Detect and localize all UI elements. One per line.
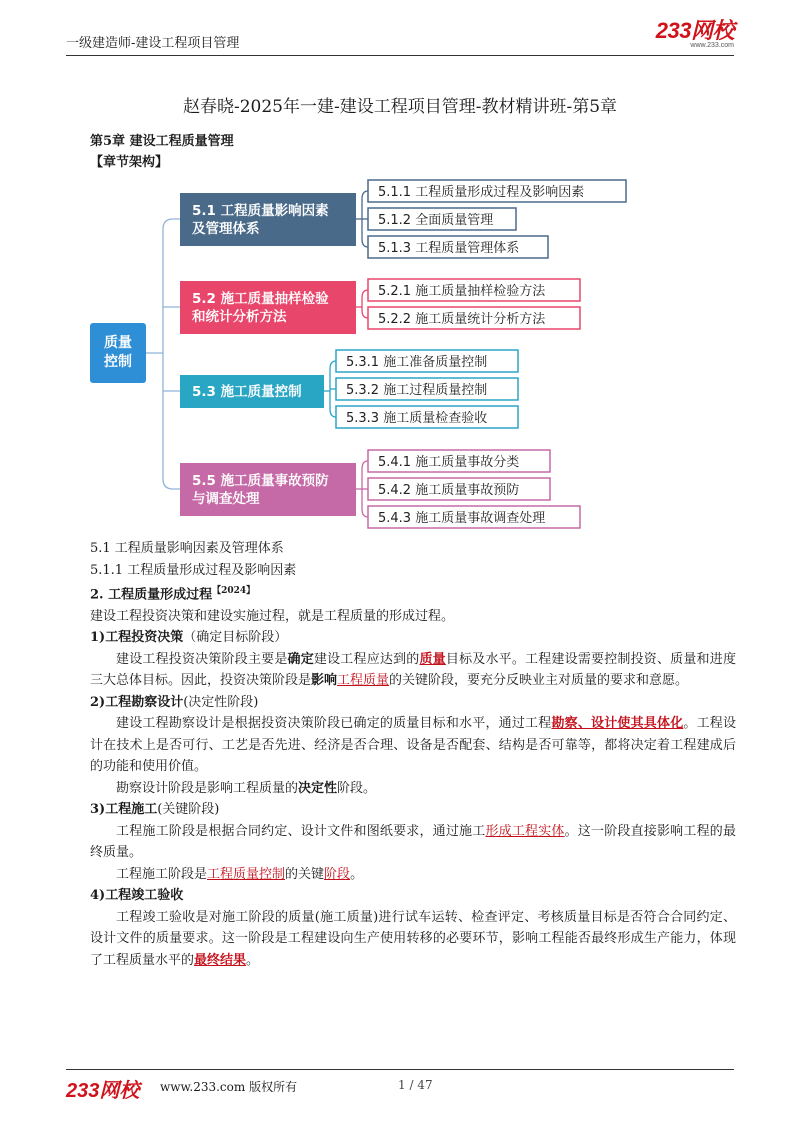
highlight: 阶段 <box>324 866 351 882</box>
header-divider <box>66 55 734 56</box>
t: 。这一阶段直接影响工程的最终质量。 <box>90 823 736 861</box>
t: 工程竣工验收是对施工阶段的质量(施工质量)进行试车运转、检查评定、考核质量目标是否符合合同约定、设计文件的质量要求。这一阶段是工程建设向生产使用转移的必要环节，影响工程能否最终形成生产能力，体现了工程质量水平的 <box>90 909 736 968</box>
item-connector <box>330 409 336 417</box>
intro-paragraph: 建设工程投资决策和建设实施过程，就是工程质量的形成过程。 <box>90 608 455 624</box>
group-node-2 <box>180 281 356 334</box>
stage-4-title: 4)工程竣工验收 <box>90 888 184 904</box>
brand-logo <box>656 20 734 50</box>
body-text <box>90 538 736 971</box>
t: 勘察设计阶段是影响工程质量的 <box>116 780 299 796</box>
t: 阶段。 <box>337 780 377 796</box>
item-connector <box>330 361 336 369</box>
logo-subtext: www.233.com <box>690 42 734 49</box>
stage-1-title <box>90 627 736 649</box>
header-title: 一级建造师-建设工程项目管理 <box>66 36 240 51</box>
t: 决定性 <box>298 780 338 796</box>
highlight: 最终结果 <box>194 952 247 968</box>
subitem-label: 5.3.1 施工准备质量控制 <box>346 355 488 370</box>
subitem-label: 5.1.3 工程质量管理体系 <box>378 241 520 256</box>
subitem-label: 5.1.1 工程质量形成过程及影响因素 <box>378 185 585 200</box>
chapter-heading: 第5章 建设工程质量管理 <box>90 134 234 149</box>
group-label: 5.5 施工质量事故预防 <box>192 473 329 489</box>
footer-site: www.233.com 版权所有 <box>160 1080 298 1094</box>
item-connector <box>362 290 368 298</box>
subitem-label: 5.4.1 施工质量事故分类 <box>378 455 520 470</box>
t: 影响 <box>311 673 338 689</box>
highlight: 质量 <box>419 651 446 667</box>
subitem-label: 5.2.1 施工质量抽样检验方法 <box>378 284 546 299</box>
root-label: 质量 <box>104 335 132 351</box>
root-label: 控制 <box>104 354 132 370</box>
group-label: 及管理体系 <box>192 221 260 237</box>
stage-2-summary <box>90 778 736 800</box>
stage-2-name: 2)工程勘察设计 <box>90 694 184 710</box>
architecture-label: 【章节架构】 <box>90 155 169 170</box>
t: 。 <box>350 866 364 882</box>
stage-2-paragraph <box>90 713 736 778</box>
group-label: 5.3 施工质量控制 <box>192 384 302 400</box>
group-label: 与调查处理 <box>192 491 260 507</box>
group-connector <box>163 219 180 229</box>
subitem-label: 5.3.3 施工质量检查验收 <box>346 411 488 426</box>
group-node-4 <box>180 463 356 516</box>
t: 工程施工阶段是根据合同约定、设计文件和图纸要求，通过施工 <box>116 823 486 839</box>
subsection-title <box>90 581 736 606</box>
subitem-label: 5.4.3 施工质量事故调查处理 <box>378 511 546 526</box>
highlight: 形成工程实体 <box>485 823 565 839</box>
t: 建设工程应达到的 <box>313 651 420 667</box>
year-tag: 【2024】 <box>212 586 256 596</box>
item-connector <box>362 239 368 247</box>
footer-divider <box>66 1069 734 1070</box>
stage-2-title <box>90 692 736 714</box>
group-label: 5.2 施工质量抽样检验 <box>192 291 329 307</box>
stage-1-note: （确定目标阶段） <box>183 630 288 646</box>
t: 的关键阶段，要充分反映业主对质量的要求和意愿。 <box>389 673 689 689</box>
highlight: 工程质量 <box>337 673 390 689</box>
t: 确定 <box>287 651 314 667</box>
section-heading-5-1-1: 5.1.1 工程质量形成过程及影响因素 <box>90 562 297 578</box>
document-title: 赵春晓-2025年一建-建设工程项目管理-教材精讲班-第5章 <box>182 97 618 117</box>
group-label: 5.1 工程质量影响因素 <box>192 203 329 219</box>
highlight: 勘察、设计使其具体化 <box>551 716 684 732</box>
stage-3-note: (关键阶段) <box>157 802 220 818</box>
root-node <box>90 323 146 383</box>
stage-3-name: 3)工程施工 <box>90 802 158 818</box>
stage-3-title <box>90 799 736 821</box>
t: 。工程设计在技术上是否可行、工艺是否先进、经济是否合理、设备是否配套、结构是否可靠等，都将决定着工程建成后的功能和使用价值。 <box>90 716 736 775</box>
chapter-mindmap <box>0 170 800 535</box>
item-connector <box>362 310 368 318</box>
subitem-label: 5.1.2 全面质量管理 <box>378 213 494 228</box>
footer-logo: 233网校 <box>66 1080 140 1102</box>
subsection-title-text: 2. 工程质量形成过程 <box>90 587 213 603</box>
section-heading-5-1: 5.1 工程质量影响因素及管理体系 <box>90 541 284 556</box>
t: 建设工程投资决策阶段主要是 <box>116 651 288 667</box>
subitem-label: 5.2.2 施工质量统计分析方法 <box>378 312 546 327</box>
stage-4-paragraph <box>90 907 736 972</box>
subitem-label: 5.3.2 施工过程质量控制 <box>346 383 488 398</box>
highlight: 工程质量控制 <box>207 866 286 882</box>
group-label: 和统计分析方法 <box>192 309 287 325</box>
t: 。 <box>246 952 260 968</box>
t: 目标及水平。工程建设需要控制投资、质量和进度三大总体目标。因此，投资决策阶段是 <box>90 651 736 689</box>
stage-3-paragraph <box>90 821 736 864</box>
item-connector <box>362 461 368 469</box>
subitem-label: 5.4.2 施工质量事故预防 <box>378 483 520 498</box>
logo-text: 233网校 <box>655 18 734 43</box>
item-connector <box>362 509 368 517</box>
stage-2-note: (决定性阶段) <box>183 694 259 710</box>
stage-1-name: 1)工程投资决策 <box>90 630 184 646</box>
group-connector <box>163 479 180 489</box>
t: 工程施工阶段是 <box>116 866 208 882</box>
item-connector <box>362 191 368 199</box>
t: 的关键 <box>285 866 325 882</box>
group-node-1 <box>180 193 356 246</box>
stage-1-paragraph <box>90 649 736 692</box>
t: 建设工程勘察设计是根据投资决策阶段已确定的质量目标和水平，通过工程 <box>116 716 552 732</box>
stage-3-summary <box>90 864 736 886</box>
page-number: 1 / 47 <box>398 1078 433 1092</box>
